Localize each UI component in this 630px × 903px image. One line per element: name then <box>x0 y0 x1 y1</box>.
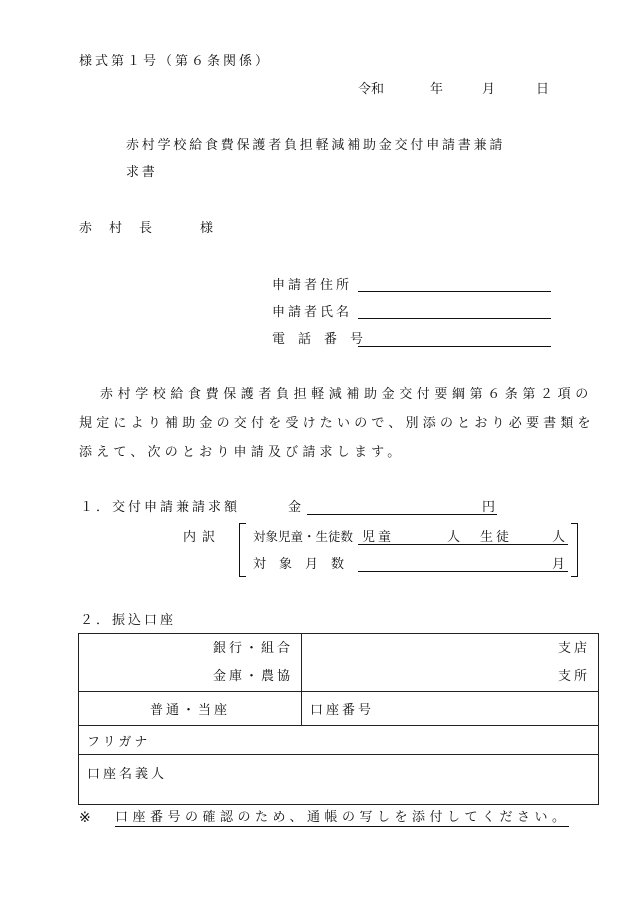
bank-label: 銀行・組合 <box>212 640 293 656</box>
bank-type-cell <box>79 634 302 692</box>
children-label: 児童 <box>362 530 395 545</box>
date-era: 令和 <box>358 82 385 97</box>
branch-office-label: 支所 <box>557 668 590 684</box>
form-title-line2: 求書 <box>126 165 158 180</box>
applicant-phone-label: 電 話 番 号 <box>272 332 364 347</box>
months-field[interactable] <box>358 571 568 572</box>
applicant-name-label: 申請者氏名 <box>272 305 353 320</box>
breakdown-bracket-right <box>571 523 578 577</box>
account-holder-label[interactable]: 口座名義人 <box>79 755 599 805</box>
form-number: 様式第１号（第６条関係） <box>79 54 272 69</box>
amount-prefix: 金 <box>288 500 302 515</box>
pupils-label: 生徒 <box>480 530 513 545</box>
branch-label: 支店 <box>557 640 590 656</box>
applicant-address-field[interactable] <box>358 291 551 292</box>
students-label: 対象児童・生徒数 <box>253 529 354 544</box>
body-text-line1: 赤村学校給食費保護者負担軽減補助金交付要綱第６条第２項の <box>100 387 593 402</box>
amount-unit: 円 <box>482 500 496 515</box>
months-unit: 月 <box>552 557 566 572</box>
applicant-phone-field[interactable] <box>358 346 551 347</box>
breakdown-bracket-left <box>239 523 246 577</box>
bank-account-table <box>78 633 599 805</box>
section1-heading: １．交付申請兼請求額 <box>80 500 241 515</box>
note-text: 口座番号の確認のため、通帳の写しを添付してください。 <box>115 810 570 825</box>
date-day: 日 <box>536 82 550 97</box>
coop-label: 金庫・農協 <box>212 668 293 684</box>
section2-heading: ２．振込口座 <box>80 613 177 628</box>
children-unit: 人 <box>447 530 461 545</box>
body-text-line3: 添えて、次のとおり申請及び請求します。 <box>79 445 405 460</box>
applicant-address-label: 申請者住所 <box>272 278 353 293</box>
form-title-line1: 赤村学校給食費保護者負担軽減補助金交付申請書兼請 <box>126 138 506 153</box>
applicant-name-field[interactable] <box>358 318 551 319</box>
addressee-name: 赤 村 長 <box>79 221 155 236</box>
breakdown-label: 内訳 <box>183 530 222 545</box>
branch-cell[interactable] <box>302 634 599 692</box>
note-mark: ※ <box>79 810 91 826</box>
amount-field[interactable] <box>307 514 497 515</box>
account-number-label[interactable]: 口座番号 <box>302 692 599 726</box>
account-type[interactable]: 普通・当座 <box>79 692 302 726</box>
date-month: 月 <box>482 82 496 97</box>
date-year: 年 <box>430 82 444 97</box>
body-text-line2: 規定により補助金の交付を受けたいので、別添のとおり必要書類を <box>79 416 595 431</box>
furigana-label[interactable]: フリガナ <box>79 726 599 755</box>
months-label: 対 象 月 数 <box>253 557 345 572</box>
addressee-honorific: 様 <box>200 221 214 236</box>
pupils-unit: 人 <box>552 530 566 545</box>
